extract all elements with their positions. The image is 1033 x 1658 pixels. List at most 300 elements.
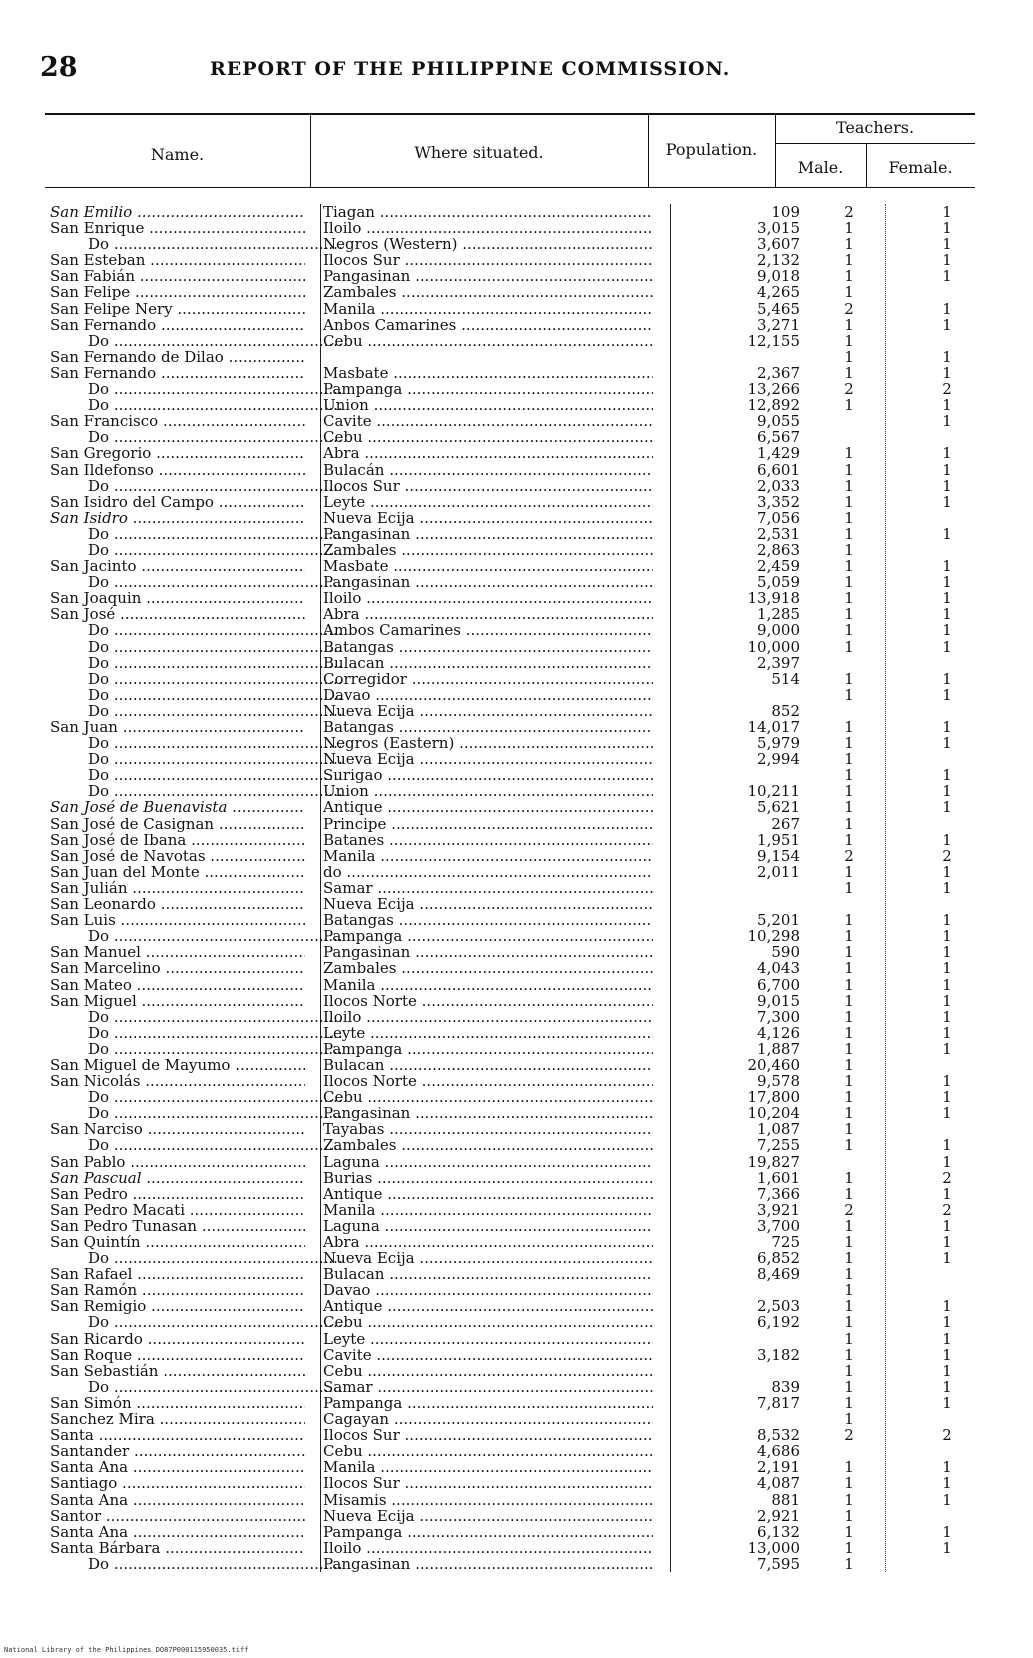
where-cell: Pangasinan ..... — [323, 944, 653, 960]
male-teachers-cell: 1 — [844, 460, 854, 479]
population-cell: 7,255 — [757, 1136, 800, 1155]
male-teachers-cell: 1 — [844, 766, 854, 785]
where-cell: Antique ..... — [323, 799, 653, 815]
population-cell: 2,531 — [757, 524, 800, 543]
where-cell: Cebu ..... — [323, 1314, 653, 1330]
where-cell: Laguna ..... — [323, 1218, 653, 1234]
where-cell: Manila ..... — [323, 848, 653, 864]
table-row — [45, 719, 975, 735]
table-row — [45, 1540, 975, 1556]
where-cell: Corregidor ..... — [323, 671, 653, 687]
female-teachers-cell: 1 — [942, 1522, 952, 1541]
where-cell: Pampanga ..... — [323, 928, 653, 944]
male-teachers-cell: 1 — [844, 524, 854, 543]
where-cell: Batangas ..... — [323, 912, 653, 928]
table-row — [45, 1057, 975, 1073]
col-head-where: Where situated. — [414, 143, 544, 162]
name-cell: Do ..... — [50, 1250, 343, 1266]
male-teachers-cell: 1 — [844, 363, 854, 382]
male-teachers-cell: 1 — [844, 1538, 854, 1557]
where-cell: Zambales ..... — [323, 284, 653, 300]
population-cell: 2,033 — [757, 476, 800, 495]
population-cell: 5,059 — [757, 573, 800, 592]
population-cell: 10,298 — [747, 927, 800, 946]
name-cell: Do ..... — [50, 1089, 343, 1105]
table-row — [45, 1089, 975, 1105]
table-row — [45, 413, 975, 429]
where-cell: Cebu ..... — [323, 1363, 653, 1379]
table-row — [45, 816, 975, 832]
name-cell: San Fernando ..... — [50, 317, 305, 333]
name-cell: Do ..... — [50, 655, 343, 671]
table-row — [45, 928, 975, 944]
name-cell: San Felipe ..... — [50, 284, 305, 300]
table-row — [45, 1363, 975, 1379]
where-cell: Leyte ..... — [323, 1331, 653, 1347]
table-row — [45, 268, 975, 284]
female-teachers-cell: 1 — [942, 943, 952, 962]
name-cell: Do ..... — [50, 1041, 343, 1057]
where-cell: do ..... — [323, 864, 653, 880]
name-cell: San Joaquin ..... — [50, 590, 305, 606]
female-teachers-cell: 1 — [942, 219, 952, 238]
table-row — [45, 880, 975, 896]
table-row — [45, 1154, 975, 1170]
table-row — [45, 864, 975, 880]
population-cell: 8,469 — [757, 1265, 800, 1284]
table-row — [45, 204, 975, 220]
population-cell: 2,459 — [757, 557, 800, 576]
name-cell: Do ..... — [50, 429, 343, 445]
male-teachers-cell: 1 — [844, 718, 854, 736]
table-row — [45, 1041, 975, 1057]
population-cell: 12,892 — [747, 396, 800, 415]
female-teachers-cell: 1 — [942, 605, 952, 624]
male-teachers-cell: 1 — [844, 1184, 854, 1203]
female-teachers-cell: 1 — [942, 991, 952, 1010]
male-teachers-cell: 1 — [844, 347, 854, 366]
name-cell: San Felipe Nery ..... — [50, 301, 305, 317]
male-teachers-cell: 1 — [844, 1361, 854, 1380]
male-teachers-cell: 2 — [844, 203, 854, 221]
where-cell: Leyte ..... — [323, 494, 653, 510]
where-cell: Antique ..... — [323, 1298, 653, 1314]
female-teachers-cell: 1 — [942, 718, 952, 736]
table-row — [45, 703, 975, 719]
where-cell: Ilocos Sur ..... — [323, 1427, 653, 1443]
population-cell: 13,000 — [747, 1538, 800, 1557]
where-cell: Nueva Ecija ..... — [323, 751, 653, 767]
where-cell: Pampanga ..... — [323, 1524, 653, 1540]
male-teachers-cell: 1 — [844, 1522, 854, 1541]
where-cell: Nueva Ecija ..... — [323, 896, 653, 912]
male-teachers-cell: 2 — [844, 1200, 854, 1219]
name-cell: San Marcelino ..... — [50, 960, 305, 976]
where-cell: Anbos Camarines ..... — [323, 317, 653, 333]
population-cell: 2,011 — [757, 862, 800, 881]
name-cell: Do ..... — [50, 1009, 343, 1025]
female-teachers-cell: 1 — [942, 1474, 952, 1493]
name-cell: San Isidro del Campo ..... — [50, 494, 305, 510]
population-cell: 9,578 — [757, 1072, 800, 1091]
female-teachers-cell: 1 — [942, 299, 952, 318]
population-cell: 10,204 — [747, 1104, 800, 1123]
table-row — [45, 1524, 975, 1540]
population-cell: 514 — [771, 669, 800, 688]
male-teachers-cell: 1 — [844, 1458, 854, 1477]
table-row — [45, 1556, 975, 1572]
female-teachers-cell: 2 — [942, 380, 952, 399]
female-teachers-cell: 1 — [942, 1007, 952, 1026]
name-cell: San Juan del Monte ..... — [50, 864, 305, 880]
male-teachers-cell: 1 — [844, 975, 854, 994]
population-cell: 10,211 — [747, 782, 800, 801]
female-teachers-cell: 1 — [942, 1072, 952, 1091]
male-teachers-cell: 1 — [844, 1329, 854, 1348]
where-cell: Bulacan ..... — [323, 1057, 653, 1073]
population-cell: 881 — [771, 1490, 800, 1509]
name-cell: Do ..... — [50, 783, 343, 799]
female-teachers-cell: 1 — [942, 1329, 952, 1348]
where-cell: Ilocos Sur ..... — [323, 1475, 653, 1491]
male-teachers-cell: 1 — [844, 589, 854, 608]
where-cell: Pangasinan ..... — [323, 1556, 653, 1572]
male-teachers-cell: 1 — [844, 637, 854, 656]
table-row — [45, 317, 975, 333]
col-head-teachers: Teachers. — [835, 118, 915, 137]
name-cell: San Manuel ..... — [50, 944, 305, 960]
population-cell: 10,000 — [747, 637, 800, 656]
male-teachers-cell: 1 — [844, 1120, 854, 1139]
where-cell: Negros (Eastern) ..... — [323, 735, 653, 751]
where-cell: Abra ..... — [323, 445, 653, 461]
table-row — [45, 1137, 975, 1153]
table-row — [45, 1218, 975, 1234]
col-head-female: Female. — [888, 158, 953, 177]
where-cell: Cebu ..... — [323, 333, 653, 349]
table-row — [45, 848, 975, 864]
name-cell: San Francisco ..... — [50, 413, 305, 429]
male-teachers-cell: 1 — [844, 1554, 854, 1573]
where-cell: Tiagan ..... — [323, 204, 653, 220]
female-teachers-cell: 1 — [942, 1393, 952, 1412]
male-teachers-cell: 1 — [844, 734, 854, 753]
male-teachers-cell: 1 — [844, 1136, 854, 1155]
population-cell: 5,465 — [757, 299, 800, 318]
female-teachers-cell: 1 — [942, 492, 952, 511]
female-teachers-cell: 1 — [942, 1377, 952, 1396]
table-row — [45, 236, 975, 252]
where-cell: Antique ..... — [323, 1186, 653, 1202]
female-teachers-cell: 1 — [942, 524, 952, 543]
population-cell: 13,918 — [747, 589, 800, 608]
name-cell: San José ..... — [50, 606, 305, 622]
male-teachers-cell: 1 — [844, 782, 854, 801]
male-teachers-cell: 1 — [844, 911, 854, 930]
female-teachers-cell: 1 — [942, 396, 952, 415]
table-row — [45, 735, 975, 751]
male-teachers-cell: 1 — [844, 1297, 854, 1316]
population-cell: 4,265 — [757, 283, 800, 302]
population-cell: 6,601 — [757, 460, 800, 479]
male-teachers-cell: 1 — [844, 1007, 854, 1026]
table-row — [45, 1411, 975, 1427]
male-teachers-cell: 1 — [844, 685, 854, 704]
table-row — [45, 896, 975, 912]
female-teachers-cell: 1 — [942, 557, 952, 576]
col-head-population: Population. — [665, 140, 758, 159]
male-teachers-cell: 1 — [844, 1345, 854, 1364]
male-teachers-cell: 2 — [844, 1426, 854, 1445]
name-cell: Do ..... — [50, 381, 343, 397]
name-cell: San Nicolás ..... — [50, 1073, 305, 1089]
population-cell: 1,087 — [757, 1120, 800, 1139]
name-cell: San José de Casignan ..... — [50, 816, 305, 832]
female-teachers-cell: 1 — [942, 347, 952, 366]
female-teachers-cell: 1 — [942, 203, 952, 221]
name-cell: Sanchez Mira ..... — [50, 1411, 305, 1427]
where-cell: Batanes ..... — [323, 832, 653, 848]
where-cell: Nueva Ecija ..... — [323, 703, 653, 719]
table-row — [45, 767, 975, 783]
name-cell: Do ..... — [50, 687, 343, 703]
where-cell: Iloilo ..... — [323, 1540, 653, 1556]
male-teachers-cell: 2 — [844, 380, 854, 399]
name-cell: San Pedro ..... — [50, 1186, 305, 1202]
table-row — [45, 333, 975, 349]
male-teachers-cell: 1 — [844, 1072, 854, 1091]
name-cell: San Narciso ..... — [50, 1121, 305, 1137]
male-teachers-cell: 1 — [844, 1233, 854, 1251]
male-teachers-cell: 1 — [844, 1281, 854, 1300]
table-row — [45, 912, 975, 928]
female-teachers-cell: 1 — [942, 685, 952, 704]
female-teachers-cell: 1 — [942, 911, 952, 930]
table-row — [45, 1073, 975, 1089]
female-teachers-cell: 1 — [942, 363, 952, 382]
name-cell: Do ..... — [50, 526, 343, 542]
where-cell: Samar ..... — [323, 880, 653, 896]
name-cell: Do ..... — [50, 1556, 343, 1572]
name-cell: San Pedro Tunasan ..... — [50, 1218, 305, 1234]
where-cell: Negros (Western) ..... — [323, 236, 653, 252]
name-cell: Do ..... — [50, 1105, 343, 1121]
female-teachers-cell: 1 — [942, 975, 952, 994]
male-teachers-cell: 1 — [844, 267, 854, 286]
name-cell: San José de Ibana ..... — [50, 832, 305, 848]
male-teachers-cell: 1 — [844, 476, 854, 495]
female-teachers-cell: 1 — [942, 1249, 952, 1268]
table-row — [45, 1379, 975, 1395]
name-cell: San Gregorio ..... — [50, 445, 305, 461]
male-teachers-cell: 1 — [844, 540, 854, 559]
table-row — [45, 1459, 975, 1475]
population-cell: 9,055 — [757, 412, 800, 431]
population-cell: 17,800 — [747, 1088, 800, 1107]
population-cell: 2,191 — [757, 1458, 800, 1477]
name-cell: San Fernando de Dilao ..... — [50, 349, 305, 365]
where-cell: Ilocos Sur ..... — [323, 252, 653, 268]
population-cell: 1,887 — [757, 1039, 800, 1058]
female-teachers-cell: 1 — [942, 1297, 952, 1316]
male-teachers-cell: 1 — [844, 315, 854, 334]
male-teachers-cell: 1 — [844, 1088, 854, 1107]
male-teachers-cell: 1 — [844, 251, 854, 270]
table-row — [45, 1314, 975, 1330]
male-teachers-cell: 1 — [844, 669, 854, 688]
where-cell: Nueva Ecija ..... — [323, 1508, 653, 1524]
table-row — [45, 365, 975, 381]
name-cell: Do ..... — [50, 735, 343, 751]
where-cell: Zambales ..... — [323, 1137, 653, 1153]
table-row — [45, 1186, 975, 1202]
where-cell: Bulacan ..... — [323, 1266, 653, 1282]
table-body — [45, 204, 975, 1572]
population-cell: 267 — [771, 814, 800, 833]
name-cell: Do ..... — [50, 333, 343, 349]
male-teachers-cell: 1 — [844, 605, 854, 624]
female-teachers-cell: 1 — [942, 412, 952, 431]
population-cell: 9,000 — [757, 621, 800, 640]
population-cell: 5,201 — [757, 911, 800, 930]
male-teachers-cell: 1 — [844, 878, 854, 897]
female-teachers-cell: 1 — [942, 1361, 952, 1380]
where-cell: Cebu ..... — [323, 1089, 653, 1105]
population-cell: 2,397 — [757, 653, 800, 672]
table-row — [45, 639, 975, 655]
table-row — [45, 1443, 975, 1459]
name-cell: Do ..... — [50, 478, 343, 494]
where-cell: Union ..... — [323, 397, 653, 413]
male-teachers-cell: 1 — [844, 1490, 854, 1509]
population-cell: 5,621 — [757, 798, 800, 817]
female-teachers-cell: 1 — [942, 1136, 952, 1155]
female-teachers-cell: 1 — [942, 573, 952, 592]
name-cell: San Pascual ..... — [50, 1170, 305, 1186]
female-teachers-cell: 1 — [942, 1023, 952, 1042]
male-teachers-cell: 1 — [844, 1393, 854, 1412]
population-cell: 4,043 — [757, 959, 800, 978]
where-cell: Iloilo ..... — [323, 1009, 653, 1025]
male-teachers-cell: 1 — [844, 621, 854, 640]
female-teachers-cell: 1 — [942, 1104, 952, 1123]
population-cell: 3,271 — [757, 315, 800, 334]
female-teachers-cell: 1 — [942, 1216, 952, 1235]
female-teachers-cell: 1 — [942, 444, 952, 463]
where-cell: Ambos Camarines ..... — [323, 622, 653, 638]
male-teachers-cell: 2 — [844, 846, 854, 865]
where-cell: Principe ..... — [323, 816, 653, 832]
female-teachers-cell: 1 — [942, 1538, 952, 1557]
where-cell: Batangas ..... — [323, 719, 653, 735]
population-cell: 6,567 — [757, 428, 800, 447]
name-cell: San Isidro ..... — [50, 510, 305, 526]
name-cell: San Pedro Macati ..... — [50, 1202, 305, 1218]
population-cell: 9,015 — [757, 991, 800, 1010]
male-teachers-cell: 1 — [844, 283, 854, 302]
table-row — [45, 1492, 975, 1508]
male-teachers-cell: 1 — [844, 1216, 854, 1235]
where-cell: Abra ..... — [323, 606, 653, 622]
female-teachers-cell: 2 — [942, 1168, 952, 1187]
table-row — [45, 671, 975, 687]
where-cell: Leyte ..... — [323, 1025, 653, 1041]
name-cell: Do ..... — [50, 671, 343, 687]
name-cell: San José de Buenavista ..... — [50, 799, 305, 815]
population-cell: 839 — [771, 1377, 800, 1396]
table-row — [45, 606, 975, 622]
population-cell: 6,700 — [757, 975, 800, 994]
female-teachers-cell: 1 — [942, 1088, 952, 1107]
table-row — [45, 993, 975, 1009]
population-cell: 4,126 — [757, 1023, 800, 1042]
name-cell: San Quintín ..... — [50, 1234, 305, 1250]
female-teachers-cell: 1 — [942, 267, 952, 286]
population-cell: 1,951 — [757, 830, 800, 849]
table-row — [45, 1427, 975, 1443]
name-cell: San Fabián ..... — [50, 268, 305, 284]
name-cell: San Remigio ..... — [50, 1298, 305, 1314]
male-teachers-cell: 1 — [844, 991, 854, 1010]
table-row — [45, 445, 975, 461]
where-cell: Misamis ..... — [323, 1492, 653, 1508]
table-row — [45, 478, 975, 494]
teachers-rule — [775, 143, 975, 144]
table-row — [45, 397, 975, 413]
name-cell: Do ..... — [50, 928, 343, 944]
male-teachers-cell: 1 — [844, 1506, 854, 1525]
where-cell: Pangasinan ..... — [323, 268, 653, 284]
table-row — [45, 1234, 975, 1250]
female-teachers-cell: 1 — [942, 1039, 952, 1058]
female-teachers-cell: 1 — [942, 927, 952, 946]
population-cell: 590 — [771, 943, 800, 962]
where-cell: Nueva Ecija ..... — [323, 510, 653, 526]
table-row — [45, 284, 975, 300]
where-cell: Pangasinan ..... — [323, 574, 653, 590]
name-cell: Do ..... — [50, 767, 343, 783]
table-row — [45, 574, 975, 590]
where-cell: Cavite ..... — [323, 413, 653, 429]
female-teachers-cell: 1 — [942, 315, 952, 334]
where-cell: Davao ..... — [323, 1282, 653, 1298]
table-row — [45, 1025, 975, 1041]
name-cell: Do ..... — [50, 1137, 343, 1153]
where-cell: Manila ..... — [323, 977, 653, 993]
male-teachers-cell: 1 — [844, 444, 854, 463]
name-cell: San Roque ..... — [50, 1347, 305, 1363]
population-cell: 4,686 — [757, 1442, 800, 1461]
table-row — [45, 494, 975, 510]
female-teachers-cell: 1 — [942, 1490, 952, 1509]
table-row — [45, 429, 975, 445]
female-teachers-cell: 1 — [942, 669, 952, 688]
population-cell: 109 — [771, 203, 800, 221]
female-teachers-cell: 1 — [942, 1152, 952, 1171]
where-cell: Burias ..... — [323, 1170, 653, 1186]
where-cell: Zambales ..... — [323, 960, 653, 976]
population-cell: 9,154 — [757, 846, 800, 865]
population-cell: 6,132 — [757, 1522, 800, 1541]
female-teachers-cell: 1 — [942, 959, 952, 978]
male-teachers-cell: 1 — [844, 219, 854, 238]
table-row — [45, 1105, 975, 1121]
name-cell: Santa Ana ..... — [50, 1524, 305, 1540]
scan-footer: National Library of the Philippines DO87P000115950035.tiff — [4, 1646, 249, 1654]
male-teachers-cell: 1 — [844, 1410, 854, 1429]
name-cell: San Ricardo ..... — [50, 1331, 305, 1347]
population-cell: 5,979 — [757, 734, 800, 753]
